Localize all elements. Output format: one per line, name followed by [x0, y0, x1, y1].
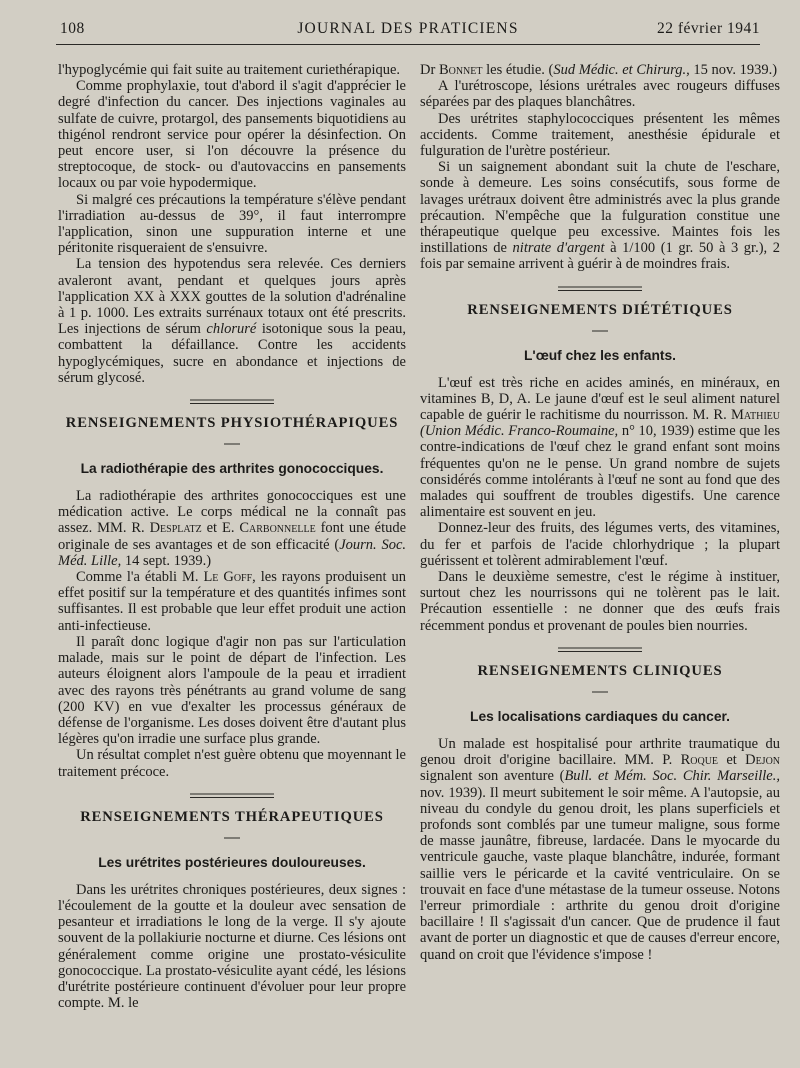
- section-heading-physiotherapy: RENSEIGNEMENTS PHYSIOTHÉRAPIQUES: [65, 415, 399, 432]
- paragraph: L'œuf est très riche en acides aminés, en minéraux, en vitamines B, D, A. Le jaune d'œuf est le seul aliment naturel capable de guérir le rachitisme du nourrisson. M. R. Mathieu (Union Médic. Franco-Roumaine, n° 10, 1939) estime que les contre-indications de l'œuf chez le grand enfant sont moins fréquentes qu'on ne le pense. Un grand nombre de sujets considérés comme intolérants à l'œuf ne sont au fond que des malades qui souffrent de troubles digestifs. Une carence alimentaire est souvent en jeu.: [420, 374, 780, 521]
- article-title-cardiac-cancer: Les localisations cardiaques du cancer.: [470, 708, 730, 724]
- section-heading-dietetics: RENSEIGNEMENTS DIÉTÉTIQUES: [467, 301, 733, 318]
- journal-title: JOURNAL DES PRATICIENS: [297, 20, 519, 37]
- section-divider: [190, 440, 274, 448]
- section-divider: [558, 646, 642, 654]
- issue-date: 22 février 1941: [656, 20, 760, 37]
- paragraph: l'hypoglycémie qui fait suite au traitement curiethérapique.: [58, 62, 401, 78]
- left-column: [58, 62, 406, 1011]
- paragraph: Un malade est hospitalisé pour arthrite traumatique du genou droit d'origine bacillaire. MM. P. Roque et Dejon signalent son aventure (Bull. et Mém. Soc. Chir. Marseille., nov. 1939). Il meurt subitement le soir même. A l'autopsie, au niveau du condyle du genou droit, les plans superficiels et profonds sont comblés par une tumeur maligne, sous forme de masse jaunâtre, fibreuse, lardacée. Dans le myocarde du ventricule gauche, vaste plaque blanchâtre, indurée, formant saillie vers le péricarde et la cavité ventriculaire. On se trouvait en face d'une métastase de la tumeur osseuse. Notons l'erreur primordiale : arthrite du genou droit d'origine bacillaire ! Il s'agissait d'un cancer. Que de prudence il faut avant de porter un diagnostic et que de causes d'erreur encore, quand on croit que l'évidence s'impose !: [420, 735, 781, 963]
- paragraph: Dans le deuxième semestre, c'est le régime à instituer, surtout chez les nourrissons qui ne tolèrent pas le lait. Précaution essentielle : ne donner que des œufs frais récemment pondus et provenant de poules bien nourries.: [420, 569, 780, 634]
- paragraph: Des urétrites staphylococciques présentent les mêmes accidents. Comme traitement, anesthésie épidurale et fulguration de l'urètre postérieur.: [420, 110, 780, 160]
- paragraph: Si un saignement abondant suit la chute de l'eschare, sonde à demeure. Les soins consécutifs, sous forme de lavages urétraux doivent être administrés avec la plus grande précaution. N'empêche que la fulguration constitue une thérapeutique quelque peu excessive. Maintes fois les instillations de nitrate d'argent à 1/100 (1 gr. 50 à 3 gr.), 2 fois par semaine arrivent à guérir à de moindres frais.: [420, 159, 780, 273]
- section-divider: [190, 834, 274, 842]
- article-title-urethritis: Les urétrites postérieures douloureuses.: [98, 854, 366, 870]
- paragraph: Comme prophylaxie, tout d'abord il s'agit d'apprécier le degré d'infection du cancer. Des injections vaginales au sulfate de cuivre, protargol, des pansements biquotidiens au thigénol rendront service pour opérer la désinfection. On peut encore user, si l'on découvre la présence du streptocoque, de stock- ou d'autovaccins en pansements locaux ou par voie hypodermique.: [58, 78, 406, 192]
- section-heading-clinical: RENSEIGNEMENTS CLINIQUES: [477, 662, 723, 679]
- paragraph: Dr Bonnet les étudie. (Sud Médic. et Chirurg., 15 nov. 1939.): [420, 62, 778, 78]
- section-divider: [190, 792, 274, 800]
- paragraph: Il paraît donc logique d'agir non pas sur l'articulation malade, mais sur le point de départ de l'infection. Les auteurs éloignent alors l'ampoule de la peau et irradient avec des rayons très pénétrants au grand volume de sang (200 KV) en vue d'exalter les processus généraux de défense de l'organisme. Les doses doivent être d'autant plus légères qu'on irradie une surface plus grande.: [58, 633, 406, 748]
- section-divider: [190, 398, 274, 406]
- paragraph: A l'urétroscope, lésions urétrales avec rougeurs diffuses séparées par des plaques blanchâtres.: [420, 78, 780, 111]
- section-divider: [558, 688, 642, 696]
- paragraph: Donnez-leur des fruits, des légumes verts, des vitamines, du fer et parfois de l'acide chlorhydrique ; la plupart guérissent et tolèrent admirablement l'œuf.: [420, 520, 780, 569]
- paragraph: Un résultat complet n'est guère obtenu que moyennant le traitement précoce.: [58, 747, 406, 780]
- section-divider: [558, 285, 642, 293]
- paragraph: Si malgré ces précautions la température s'élève pendant l'irradiation au-dessus de 39°, il faut interrompre l'application, sinon une suppuration interne et une péritonite risqueraient de s'ensuivre.: [58, 191, 406, 257]
- section-heading-therapeutics: RENSEIGNEMENTS THÉRAPEUTIQUES: [80, 808, 384, 825]
- article-title-radiotherapy: La radiothérapie des arthrites gonococciques.: [80, 461, 384, 477]
- header-rule: [56, 44, 760, 45]
- paragraph: Comme l'a établi M. Le Goff, les rayons produisent un effet positif sur la température et des quantités infimes sont suffisantes. Il est probable que leur effet produit une action anti-infectieuse.: [58, 569, 406, 634]
- page-header: [56, 20, 760, 42]
- paragraph: La tension des hypotendus sera relevée. Ces derniers avaleront avant, pendant et quelques jours après l'application XX à XXX gouttes de la solution d'adrénaline à 1 p. 1000. Les extraits surrénaux totaux ont été prescrits. Les injections de sérum chloruré isotonique sous la peau, combattent la défaillance. Contre les accidents hypoglycémiques, sucre en abondance et injections de sérum glycosé.: [58, 256, 407, 386]
- article-title-egg: L'œuf chez les enfants.: [523, 347, 676, 363]
- right-column: [420, 62, 780, 963]
- paragraph: La radiothérapie des arthrites gonococciques est une médication active. Le corps médical ne la connaît pas assez. MM. R. Desplatz et E. Carbonnelle font une étude originale de ses avantages et de son efficacité (Journ. Soc. Méd. Lille, 14 sept. 1939.): [58, 488, 407, 569]
- page-number: 108: [60, 20, 85, 37]
- section-divider: [558, 327, 642, 335]
- paragraph: Dans les urétrites chroniques postérieures, deux signes : l'écoulement de la goutte et la douleur avec sensation de pesanteur et irradiations le long de la verge. Il s'y ajoute souvent de la pollakiurie nocturne et diurne. Ces lésions ont généralement comme origine une prostato-vésiculite gonococcique. La prostato-vésiculite ayant cédé, les lésions d'urétrite postérieure continuent d'évoluer pour leur propre compte. M. le: [58, 881, 406, 1012]
